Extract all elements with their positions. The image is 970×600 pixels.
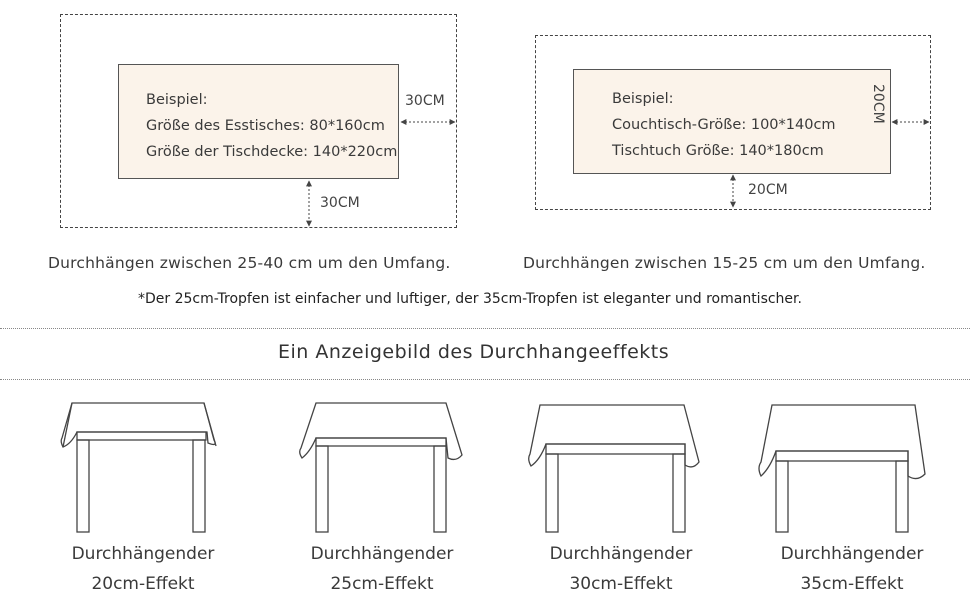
effect-label-line2: 35cm-Effekt	[800, 574, 904, 594]
example-heading: Beispiel:	[146, 92, 208, 108]
table-illustration-35cm	[759, 405, 925, 532]
side-drop-label: 30CM	[405, 93, 445, 109]
tablecloth-size-text: Tischtuch Größe: 140*180cm	[612, 143, 824, 159]
effect-label-line2: 25cm-Effekt	[330, 574, 434, 594]
drop-note: *Der 25cm-Tropfen ist einfacher und luftiger, der 35cm-Tropfen ist eleganter und romantischer.	[138, 291, 802, 307]
drop-range-caption: Durchhängen zwischen 15-25 cm um den Umfang.	[523, 254, 926, 272]
effect-label-25cm	[282, 539, 482, 599]
side-drop-label: 20CM	[870, 84, 886, 124]
effect-label-line1: Durchhängender	[549, 544, 693, 564]
effect-label-line1: Durchhängender	[310, 544, 454, 564]
effect-label-line1: Durchhängender	[780, 544, 924, 564]
table-size-text: Größe des Esstisches: 80*160cm	[146, 118, 385, 134]
effect-label-20cm	[43, 539, 243, 599]
effect-label-30cm	[521, 539, 721, 599]
effect-label-35cm	[752, 539, 952, 599]
effect-label-line1: Durchhängender	[71, 544, 215, 564]
table-illustration-25cm	[300, 403, 462, 532]
effect-label-line2: 30cm-Effekt	[569, 574, 673, 594]
example-heading: Beispiel:	[612, 91, 674, 107]
table-illustration-20cm	[61, 403, 216, 532]
table-size-text: Couchtisch-Größe: 100*140cm	[612, 117, 836, 133]
table-illustration-30cm	[529, 405, 699, 532]
bottom-drop-label: 30CM	[320, 195, 360, 211]
bottom-drop-label: 20CM	[748, 182, 788, 198]
effect-label-line2: 20cm-Effekt	[91, 574, 195, 594]
section-title: Ein Anzeigebild des Durchhangeeffekts	[278, 341, 670, 363]
tablecloth-size-text: Größe der Tischdecke: 140*220cm	[146, 144, 398, 160]
drop-range-caption: Durchhängen zwischen 25-40 cm um den Umfang.	[48, 254, 451, 272]
